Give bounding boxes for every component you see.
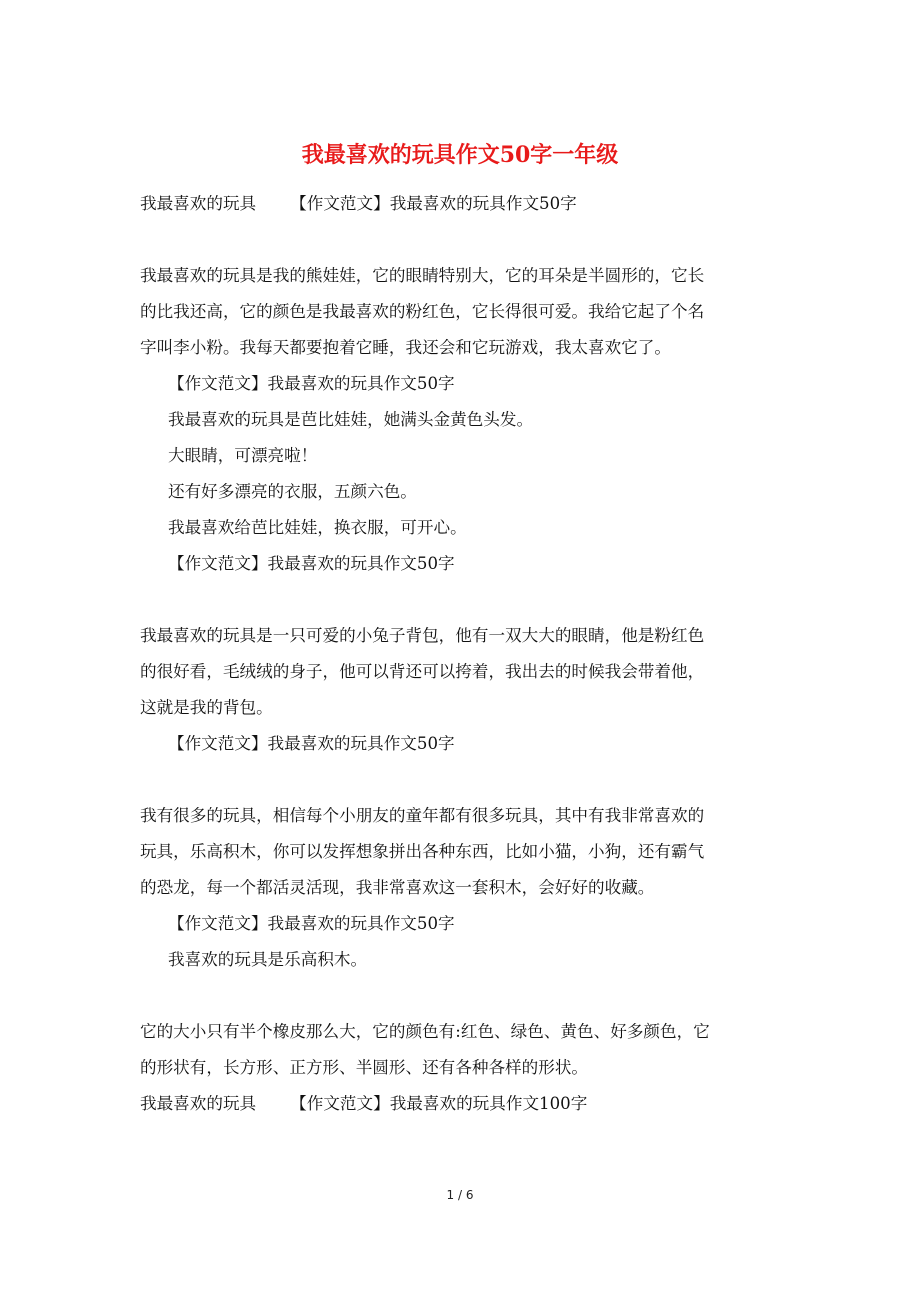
indented-line: 还有好多漂亮的衣服，五颜六色。	[168, 482, 417, 501]
heading-right: 【作文范文】我最喜欢的玩具作文50字	[290, 194, 577, 213]
indented-line: 大眼睛，可漂亮啦！	[168, 446, 318, 465]
paragraph-line: 字叫李小粉。我每天都要抱着它睡，我还会和它玩游戏，我太喜欢它了。	[140, 338, 671, 357]
heading-line	[140, 1086, 780, 1122]
indented-line: 【作文范文】我最喜欢的玩具作文50字	[168, 734, 455, 753]
document-title: 我最喜欢的玩具作文50字一年级	[301, 142, 619, 168]
indented-line: 我最喜欢的玩具是芭比娃娃，她满头金黄色头发。	[168, 410, 534, 429]
heading-left: 我最喜欢的玩具	[140, 1094, 257, 1113]
paragraph-line: 的比我还高，它的颜色是我最喜欢的粉红色，它长得很可爱。我给它起了个名	[140, 302, 705, 321]
heading-left: 我最喜欢的玩具	[140, 194, 257, 213]
document-body	[140, 186, 780, 1122]
blank-line	[140, 762, 780, 798]
indented-line: 我喜欢的玩具是乐高积木。	[168, 950, 368, 969]
blank-line	[140, 582, 780, 618]
paragraph-line: 玩具，乐高积木，你可以发挥想象拼出各种东西，比如小猫，小狗，还有霸气	[140, 842, 705, 861]
paragraph-line: 我最喜欢的玩具是一只可爱的小兔子背包，他有一双大大的眼睛，他是粉红色	[140, 626, 705, 645]
indented-line: 【作文范文】我最喜欢的玩具作文50字	[168, 374, 455, 393]
indented-line: 【作文范文】我最喜欢的玩具作文50字	[168, 554, 455, 573]
paragraph-line: 的很好看，毛绒绒的身子，他可以背还可以挎着，我出去的时候我会带着他，	[140, 662, 705, 681]
blank-line	[140, 222, 780, 258]
heading-line	[140, 186, 780, 222]
paragraph-line: 的形状有，长方形、正方形、半圆形、还有各种各样的形状。	[140, 1058, 589, 1077]
blank-line	[140, 978, 780, 1014]
page-number: 1 / 6	[446, 1188, 474, 1202]
paragraph-line: 我有很多的玩具，相信每个小朋友的童年都有很多玩具，其中有我非常喜欢的	[140, 806, 705, 825]
paragraph-line: 我最喜欢的玩具是我的熊娃娃，它的眼睛特别大，它的耳朵是半圆形的，它长	[140, 266, 705, 285]
paragraph-line: 的恐龙，每一个都活灵活现，我非常喜欢这一套积木，会好好的收藏。	[140, 878, 655, 897]
indented-line: 【作文范文】我最喜欢的玩具作文50字	[168, 914, 455, 933]
indented-line: 我最喜欢给芭比娃娃，换衣服，可开心。	[168, 518, 467, 537]
paragraph-line: 这就是我的背包。	[140, 698, 273, 717]
paragraph-line: 它的大小只有半个橡皮那么大，它的颜色有:红色、绿色、黄色、好多颜色，它	[140, 1022, 710, 1041]
heading-right: 【作文范文】我最喜欢的玩具作文100字	[290, 1094, 588, 1113]
